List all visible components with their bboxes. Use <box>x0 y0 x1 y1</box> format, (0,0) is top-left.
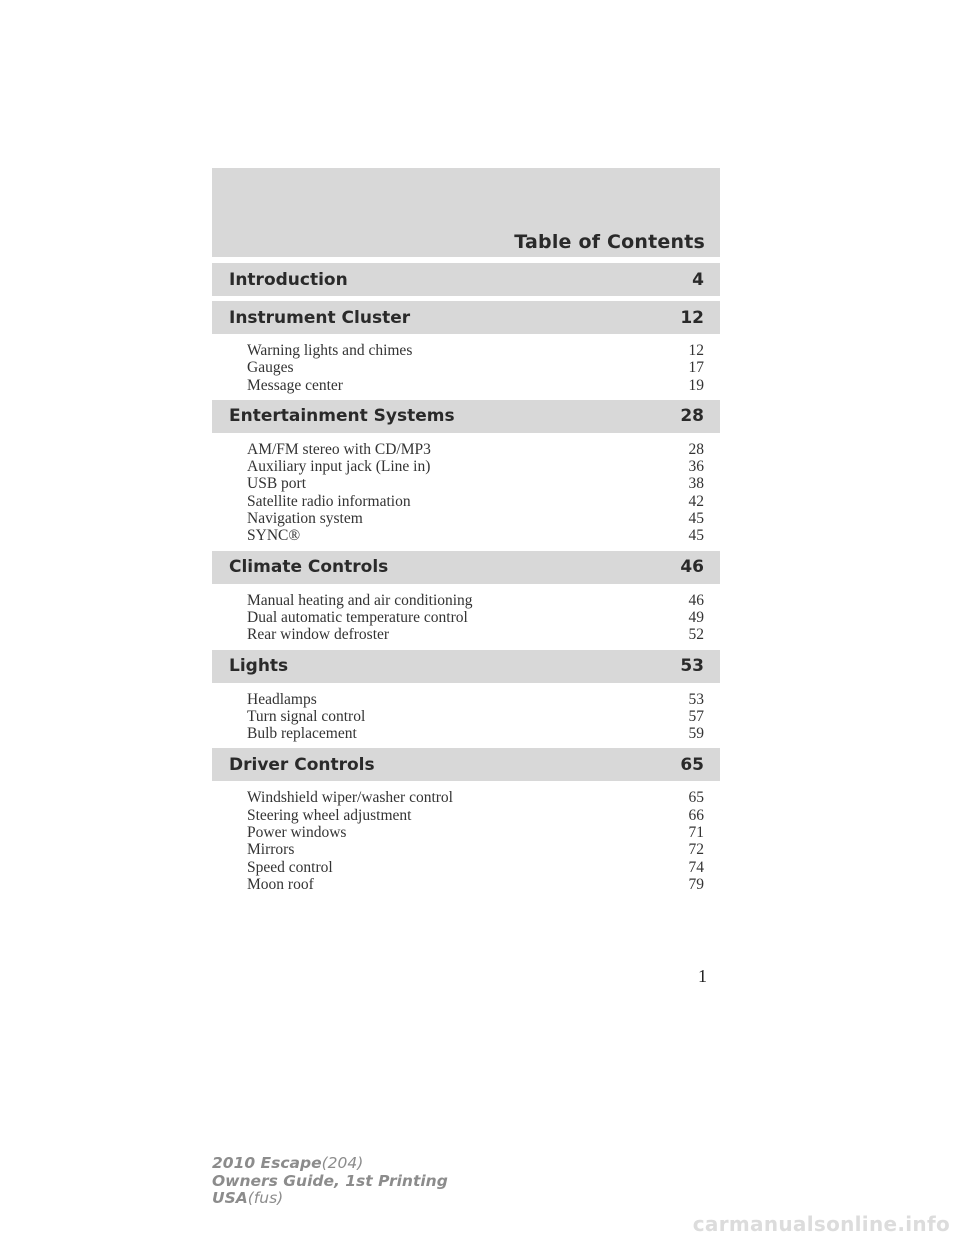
entry-page: 42 <box>688 492 704 510</box>
footer-line-1 <box>212 1155 448 1173</box>
section-page: 12 <box>680 307 704 328</box>
toc-entry[interactable] <box>247 359 704 376</box>
page-number: 1 <box>698 966 707 986</box>
section-title: Introduction <box>229 269 348 290</box>
section-heading[interactable] <box>212 263 720 296</box>
section-page: 46 <box>680 557 704 578</box>
entry-label: Headlamps <box>247 690 317 708</box>
toc-entry[interactable] <box>247 708 704 725</box>
entry-page: 72 <box>688 841 704 859</box>
entry-label: Message center <box>247 376 343 394</box>
toc-entry[interactable] <box>247 458 704 475</box>
toc-entry[interactable] <box>247 493 704 510</box>
footer <box>212 1155 448 1208</box>
toc-entry[interactable] <box>247 441 704 458</box>
entry-page: 12 <box>688 342 704 359</box>
entry-page: 71 <box>688 824 704 842</box>
toc-entry[interactable] <box>247 789 704 806</box>
entry-label: Warning lights and chimes <box>247 342 413 359</box>
section-heading[interactable] <box>212 748 720 781</box>
footer-market: USA <box>212 1189 248 1207</box>
entry-label: Rear window defroster <box>247 626 390 644</box>
section-title: Instrument Cluster <box>229 307 411 328</box>
entry-page: 66 <box>688 806 704 824</box>
page-title: Table of Contents <box>514 231 705 253</box>
entry-list <box>212 781 720 893</box>
entry-label: USB port <box>247 475 306 493</box>
entry-label: Mirrors <box>247 841 295 859</box>
entry-page: 65 <box>688 789 704 807</box>
toc-section <box>212 400 720 545</box>
entry-page: 45 <box>688 527 704 545</box>
entry-page: 59 <box>688 725 704 743</box>
footer-line-2: Owners Guide, 1st Printing <box>212 1171 448 1190</box>
entry-label: Windshield wiper/washer control <box>247 789 453 807</box>
toc-entry[interactable] <box>247 510 704 527</box>
section-heading[interactable] <box>212 551 720 584</box>
toc-entry[interactable] <box>247 824 704 841</box>
section-page: 65 <box>680 754 704 775</box>
toc-entry[interactable] <box>247 475 704 492</box>
entry-label: Auxiliary input jack (Line in) <box>247 458 431 476</box>
entry-label: Power windows <box>247 824 347 842</box>
entry-label: Satellite radio information <box>247 492 411 510</box>
section-heading[interactable] <box>212 400 720 433</box>
section-heading[interactable] <box>212 650 720 683</box>
entry-list <box>212 433 720 545</box>
entry-label: Dual automatic temperature control <box>247 608 468 626</box>
watermark: carmanualsonline.info <box>692 1212 950 1236</box>
entry-page: 57 <box>688 707 704 725</box>
section-heading[interactable] <box>212 301 720 334</box>
entry-page: 36 <box>688 458 704 476</box>
entry-page: 74 <box>688 858 704 876</box>
entry-page: 79 <box>688 875 704 893</box>
toc-section <box>212 301 720 394</box>
entry-label: Speed control <box>247 858 333 876</box>
entry-page: 49 <box>688 608 704 626</box>
footer-line-3 <box>212 1190 448 1208</box>
entry-list <box>212 584 720 644</box>
toc-entry[interactable] <box>247 527 704 544</box>
footer-model-code: (204) <box>321 1154 364 1172</box>
entry-page: 38 <box>688 475 704 493</box>
entry-label: Turn signal control <box>247 707 366 725</box>
section-title: Driver Controls <box>229 754 375 775</box>
footer-model: 2010 Escape <box>212 1154 322 1172</box>
toc-entry[interactable] <box>247 377 704 394</box>
section-title: Climate Controls <box>229 557 389 578</box>
toc-header <box>212 168 720 257</box>
entry-list <box>212 683 720 743</box>
section-page: 4 <box>692 269 704 290</box>
entry-label: Gauges <box>247 359 294 377</box>
toc-entry[interactable] <box>247 691 704 708</box>
toc-section <box>212 650 720 743</box>
entry-label: AM/FM stereo with CD/MP3 <box>247 440 431 458</box>
toc-entry[interactable] <box>247 342 704 359</box>
toc-entry[interactable] <box>247 626 704 643</box>
entry-page: 19 <box>688 376 704 394</box>
entry-label: Steering wheel adjustment <box>247 806 412 824</box>
toc-section <box>212 748 720 893</box>
entry-label: Moon roof <box>247 875 314 893</box>
entry-label: SYNC® <box>247 527 301 545</box>
section-title: Lights <box>229 656 289 677</box>
entry-page: 45 <box>688 510 704 528</box>
toc-entry[interactable] <box>247 725 704 742</box>
toc-section <box>212 551 720 644</box>
entry-label: Manual heating and air conditioning <box>247 591 473 609</box>
entry-page: 28 <box>688 440 704 458</box>
toc-entry[interactable] <box>247 592 704 609</box>
section-title: Entertainment Systems <box>229 406 455 427</box>
entry-page: 46 <box>688 591 704 609</box>
entry-list <box>212 334 720 394</box>
toc-section <box>212 263 720 296</box>
entry-page: 52 <box>688 626 704 644</box>
toc-entry[interactable] <box>247 876 704 893</box>
entry-label: Navigation system <box>247 510 363 528</box>
table-of-contents <box>212 263 720 899</box>
entry-label: Bulb replacement <box>247 725 357 743</box>
section-page: 28 <box>680 406 704 427</box>
section-page: 53 <box>680 656 704 677</box>
toc-entry[interactable] <box>247 807 704 824</box>
toc-entry[interactable] <box>247 859 704 876</box>
footer-market-code: (fus) <box>247 1189 284 1207</box>
toc-entry[interactable] <box>247 609 704 626</box>
entry-page: 17 <box>688 359 704 377</box>
entry-page: 53 <box>688 690 704 708</box>
toc-entry[interactable] <box>247 841 704 858</box>
